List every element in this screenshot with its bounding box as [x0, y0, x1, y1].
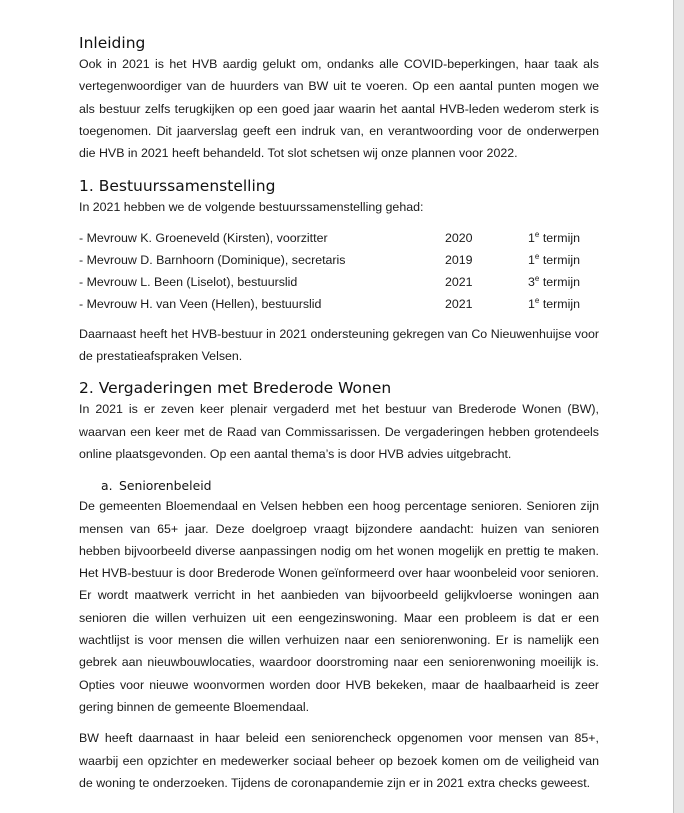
member-name: - Mevrouw H. van Veen (Hellen), bestuurslid [79, 296, 322, 311]
board-intro: In 2021 hebben we de volgende bestuurssamenstelling gehad: [79, 200, 424, 215]
window-edge-strip [673, 0, 684, 813]
senior-policy-paragraph [79, 495, 599, 718]
subsection-heading [101, 477, 599, 495]
senior-check-paragraph [79, 727, 599, 794]
senior-line: gering binnen de gemeente Bloemendaal. [79, 699, 310, 714]
intro-line: die HVB in 2021 heeft behandeld. Tot slot schetsen wij onze plannen voor 2022. [79, 146, 518, 161]
intro-line: als bestuur zelfs terugkijken op een goed jaar waarin het aantal HVB-leden wederom sterk is [79, 101, 599, 116]
board-member-row [79, 249, 599, 271]
meetings-heading: 2. Vergaderingen met Brederode Wonen [79, 379, 392, 398]
intro-line: vertegenwoordiger van de huurders van BW uit te voeren. Op een aantal punten mogen we [79, 79, 599, 94]
member-year: 2021 [445, 274, 473, 289]
member-term: 1e termijn [528, 229, 580, 245]
board-member-row [79, 271, 599, 293]
board-member-list [79, 227, 599, 315]
intro-line: Ook in 2021 is het HVB aardig gelukt om, ondanks alle COVID-beperkingen, haar taak als [79, 57, 599, 71]
member-term: 3e termijn [528, 273, 580, 289]
board-support-paragraph [79, 323, 599, 368]
meetings-paragraph [79, 398, 599, 465]
senior-line: senioren die willen verhuizen uit een eengezinswoning. Maar een probleem is dat er een [79, 610, 599, 625]
member-year: 2020 [445, 230, 473, 245]
check-line: BW heeft daarnaast in haar beleid een seniorencheck opgenomen voor mensen van 85+, [79, 731, 599, 746]
check-line: de woning te onderzoeken. Tijdens de coronapandemie zijn er in 2021 extra checks geweest. [79, 775, 591, 790]
senior-line: De gemeenten Bloemendaal en Velsen hebben een hoog percentage senioren. Senioren zijn [79, 499, 599, 514]
support-line: de prestatieafspraken Velsen. [79, 349, 243, 364]
intro-heading: Inleiding [79, 34, 146, 52]
senior-line: gebrek aan nieuwbouwlocaties, waardoor doorstroming naar een seniorenwoning moeilijk is. [79, 655, 599, 670]
document-body [79, 33, 599, 794]
meetings-line: In 2021 is er zeven keer plenair vergaderd met het bestuur van Brederode Wonen (BW), [79, 402, 599, 417]
member-name: - Mevrouw K. Groeneveld (Kirsten), voorzitter [79, 230, 328, 245]
check-line: waarbij een opzichter en medewerker sociaal beheer op bezoek komen om de veiligheid van [79, 753, 599, 768]
intro-line: toegenomen. Dit jaarverslag geeft een indruk van, en verantwoording voor de onderwerpen [79, 123, 599, 138]
board-member-row [79, 293, 599, 315]
senior-line: Opties voor nieuwe woonvormen worden door HVB bekeken, maar de haalbaarheid is zeer [79, 677, 599, 692]
board-member-row [79, 227, 599, 249]
member-name: - Mevrouw L. Been (Liselot), bestuurslid [79, 274, 298, 289]
senior-line: wachtlijst is voor mensen die willen verhuizen naar een seniorenwoning. Er is namelijk een [79, 633, 599, 648]
member-term: 1e termijn [528, 251, 580, 267]
senior-line: Het HVB-bestuur is door Brederode Wonen geïnformeerd over haar woonbeleid voor senioren. [79, 566, 599, 581]
senior-line: mensen van 65+ jaar. Deze doelgroep vraagt bijzondere aandacht: huizen van senioren [79, 521, 599, 536]
board-heading: 1. Bestuurssamenstelling [79, 177, 276, 196]
meetings-line: waarvan een keer met de Raad van Commissarissen. De vergaderingen hebben grotendeels [79, 424, 599, 439]
member-year: 2021 [445, 296, 473, 311]
member-year: 2019 [445, 252, 473, 267]
meetings-line: online plaatsgevonden. Op een aantal thema’s is door HVB advies uitgebracht. [79, 446, 512, 461]
subsection-letter: a. [101, 478, 113, 494]
subsection-title: Seniorenbeleid [119, 478, 212, 494]
support-line: Daarnaast heeft het HVB-bestuur in 2021 ondersteuning gekregen van Co Nieuwenhuijse voor [79, 326, 599, 341]
member-name: - Mevrouw D. Barnhoorn (Dominique), secretaris [79, 252, 346, 267]
senior-line: hebben bijvoorbeeld diverse aanpassingen nodig om het wonen mogelijk en prettig te maken. [79, 543, 599, 558]
member-term: 1e termijn [528, 295, 580, 311]
intro-paragraph [79, 53, 599, 164]
senior-line: Er wordt maatwerk verricht in het aanbieden van bijvoorbeeld gelijkvloerse woningen aan [79, 588, 599, 603]
